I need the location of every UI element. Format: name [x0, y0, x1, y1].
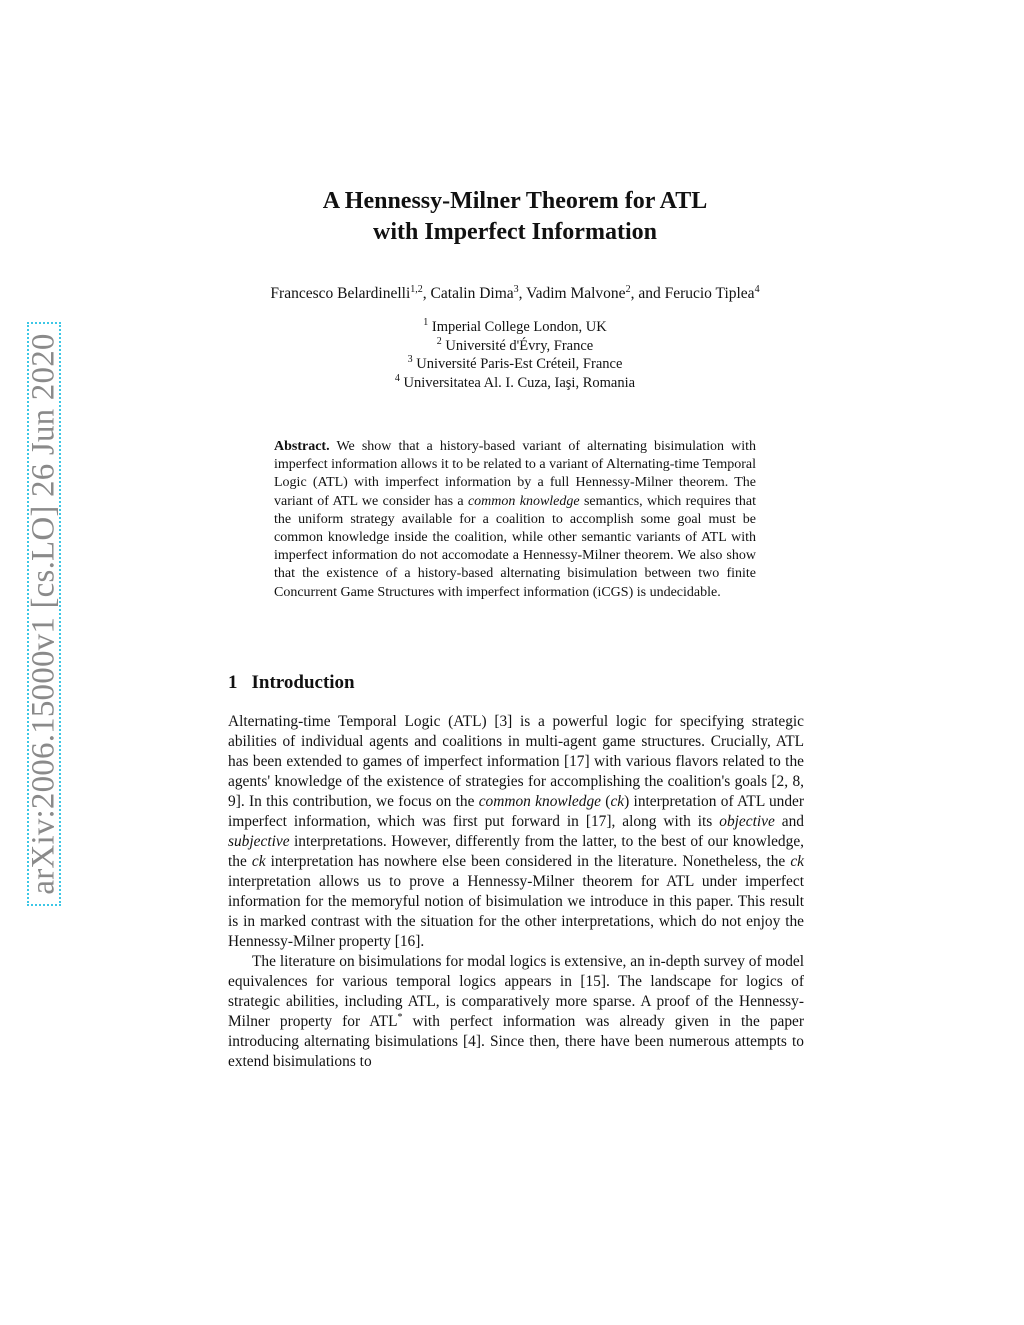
author-affiliation-marker: 2	[625, 283, 631, 295]
affiliation-number: 1	[423, 317, 429, 329]
abstract-text: We show that a history-based variant of alternating bisimulation with imperfect information allows it to be related to a variant of Alternating-time Temporal Logic (ATL) with imperfect information by a full Hennessy-Milner theorem. The variant of ATL we consider has a	[274, 439, 756, 509]
affiliation-text: Imperial College London, UK	[431, 319, 607, 335]
affiliation-text: Université Paris-Est Créteil, France	[416, 356, 623, 372]
text-run: and	[774, 813, 804, 830]
text-run: (	[601, 793, 611, 810]
abstract-text: semantics, which requires that the uniform strategy available for a coalition to accomplish some goal must be common knowledge inside the coalition, while other semantic variants of ATL with imperfect information do not accomodate a Hennessy-Milner theorem. We also show that the existence of a history-based alternating bisimulation between two finite Concurrent Game Structures with imperfect information (iCGS) is undecidable.	[274, 493, 756, 600]
title-line-1: A Hennessy-Milner Theorem for ATL	[322, 188, 708, 214]
abstract	[274, 438, 756, 602]
emphasis: common knowledge	[478, 793, 601, 810]
author-list	[150, 284, 880, 304]
section-title: Introduction	[251, 672, 355, 693]
title-line-2: with Imperfect Information	[373, 219, 657, 245]
affiliation-text: Université d'Évry, France	[445, 337, 594, 354]
text-run: ) interpretation of ATL under imperfect information, which was first put forward in [17], along with its	[228, 793, 805, 830]
emphasis: subjective	[228, 833, 290, 850]
paragraph	[228, 952, 804, 1072]
section-number: 1	[228, 672, 238, 693]
author-name: Ferucio Tiplea	[664, 285, 755, 302]
affiliation-number: 2	[436, 335, 442, 347]
affiliation-item	[300, 374, 730, 393]
affiliation-item	[300, 318, 730, 337]
affiliation-text: Universitatea Al. I. Cuza, Iaşi, Romania	[403, 374, 636, 391]
text-run: interpretation has nowhere else been considered in the literature. Nonetheless, the	[265, 853, 791, 870]
affiliation-number: 3	[407, 354, 413, 366]
text-run: interpretations. However, differently from the latter, to the best of our knowledge, the	[228, 833, 804, 870]
affiliation-list	[300, 318, 730, 392]
author-separator: ,	[518, 285, 527, 302]
author-separator: , and	[630, 285, 665, 302]
affiliation-item	[300, 337, 730, 356]
author-name: Vadim Malvone	[526, 285, 626, 302]
arxiv-identifier: arXiv:2006.15000v1 [cs.LO] 26 Jun 2020	[25, 333, 62, 895]
abstract-emphasis: common knowledge	[467, 493, 580, 509]
text-run: The literature on bisimulations for modal logics is extensive, an in-depth survey of model equivalences for various temporal logics appears in [15]. The landscape for logics of strategic abilities, including ATL, is comparatively more sparse. A proof of the Hennessy-Milner property for ATL	[228, 953, 804, 1030]
author-affiliation-marker: 4	[754, 283, 760, 295]
author-affiliation-marker: 1,2	[410, 283, 423, 295]
emphasis: ck	[610, 793, 625, 810]
author-affiliation-marker: 3	[513, 283, 519, 295]
arxiv-sidebar-stamp	[27, 322, 61, 906]
text-run: with perfect information was already given in the paper introducing alternating bisimulations [4]. Since then, there have been numerous attempts to extend bisimulations to	[228, 1013, 804, 1070]
affiliation-item	[300, 355, 730, 374]
text-run: Alternating-time Temporal Logic (ATL) [3] is a powerful logic for specifying strategic abilities of individual agents and coalitions in multi-agent game structures. Crucially, ATL has been extended to games of imperfect information [17] with various flavors related to the agents' knowledge of the existence of strategies for accomplishing the coalition's goals [2, 8, 9]. In this contribution, we focus on the	[228, 713, 804, 810]
text-run: interpretation allows us to prove a Hennessy-Milner theorem for ATL under imperfect information for the memoryful notion of bisimulation we introduce in this paper. This result is in marked contrast with the situation for the other interpretations, which do not enjoy the Hennessy-Milner property [16].	[228, 873, 804, 950]
affiliation-number: 4	[394, 372, 400, 384]
paragraph	[228, 712, 804, 952]
emphasis: ck	[790, 853, 804, 870]
author-name: Francesco Belardinelli	[270, 285, 411, 302]
superscript: *	[397, 1011, 403, 1023]
author-name: Catalin Dima	[430, 285, 514, 302]
abstract-label: Abstract.	[274, 439, 330, 454]
introduction-body	[228, 712, 804, 1072]
section-heading	[228, 672, 355, 694]
emphasis: objective	[719, 813, 775, 830]
emphasis: ck	[251, 853, 266, 870]
author-separator: ,	[422, 285, 431, 302]
paper-title	[200, 186, 830, 248]
